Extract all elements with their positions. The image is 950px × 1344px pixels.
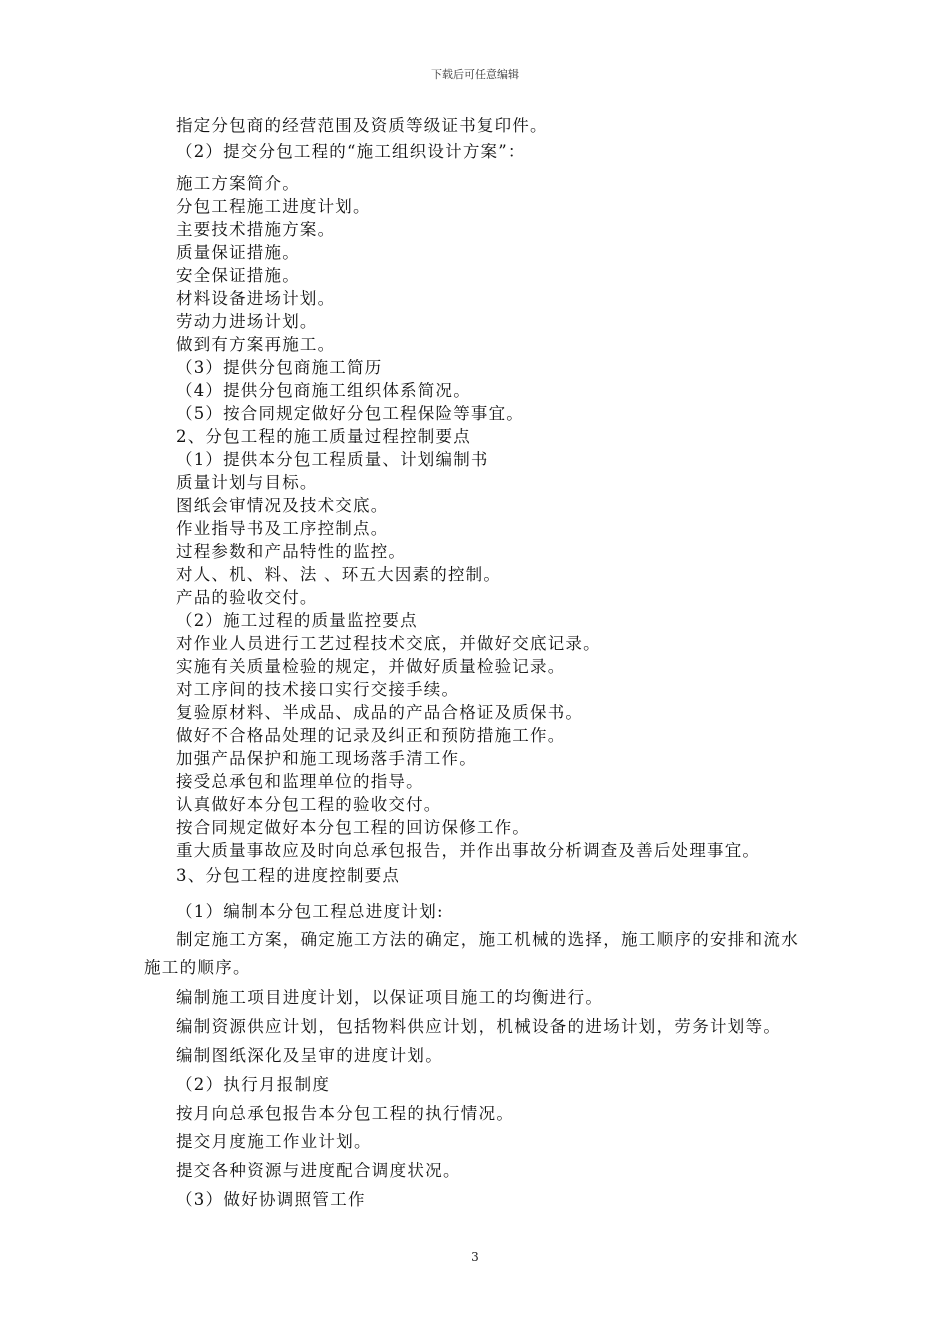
text-line: 接受总承包和监理单位的指导。 (176, 772, 424, 791)
text-line: （3）提供分包商施工简历 (176, 358, 383, 377)
text-line: 对人、机、料、法 、环五大因素的控制。 (176, 565, 502, 584)
text-line: 分包工程施工进度计划。 (176, 197, 371, 216)
text-line: 对工序间的技术接口实行交接手续。 (176, 680, 460, 699)
text-line: 编制施工项目进度计划，以保证项目施工的均衡进行。 (176, 988, 604, 1007)
text-line: （3）做好协调照管工作 (176, 1190, 366, 1209)
text-line: 图纸会审情况及技术交底。 (176, 496, 389, 515)
text-line: 过程参数和产品特性的监控。 (176, 542, 407, 561)
text-line: 按月向总承包报告本分包工程的执行情况。 (176, 1104, 515, 1123)
text-line: 作业指导书及工序控制点。 (176, 519, 389, 538)
page-header: 下载后可任意编辑 (431, 68, 519, 81)
text-line: 加强产品保护和施工现场落手清工作。 (176, 749, 477, 768)
text-line: 质量计划与目标。 (176, 473, 318, 492)
text-line: （2）施工过程的质量监控要点 (176, 611, 418, 630)
text-line: 重大质量事故应及时向总承包报告，并作出事故分析调查及善后处理事宜。 (176, 841, 761, 860)
text-line: 做好不合格品处理的记录及纠正和预防措施工作。 (176, 726, 566, 745)
page-number: 3 (471, 1250, 479, 1264)
text-line: 认真做好本分包工程的验收交付。 (176, 795, 442, 814)
text-line: （5）按合同规定做好分包工程保险等事宜。 (176, 404, 524, 423)
text-line: 劳动力进场计划。 (176, 312, 318, 331)
text-line: （2）执行月报制度 (176, 1075, 331, 1094)
text-line: 按合同规定做好本分包工程的回访保修工作。 (176, 818, 530, 837)
text-line: （1）编制本分包工程总进度计划: (176, 902, 444, 921)
text-line: 对作业人员进行工艺过程技术交底，并做好交底记录。 (176, 634, 601, 653)
text-line: 安全保证措施。 (176, 266, 300, 285)
text-line: 编制资源供应计划，包括物料供应计划，机械设备的进场计划，劳务计划等。 (176, 1017, 782, 1036)
text-line: 主要技术措施方案。 (176, 220, 336, 239)
text-line: （2）提交分包工程的“施工组织设计方案”： (176, 142, 526, 161)
text-line: 材料设备进场计划。 (176, 289, 336, 308)
text-line: 提交月度施工作业计划。 (176, 1132, 372, 1151)
text-line: 实施有关质量检验的规定，并做好质量检验记录。 (176, 657, 566, 676)
section-heading: 2、分包工程的施工质量过程控制要点 (176, 427, 471, 446)
text-line: 产品的验收交付。 (176, 588, 318, 607)
text-line: 提交各种资源与进度配合调度状况。 (176, 1161, 461, 1180)
text-line: 编制图纸深化及呈审的进度计划。 (176, 1046, 443, 1065)
text-line: 指定分包商的经营范围及资质等级证书复印件。 (176, 116, 548, 135)
section-heading: 3、分包工程的进度控制要点 (176, 866, 401, 885)
text-line: 做到有方案再施工。 (176, 335, 336, 354)
text-line: 制定施工方案，确定施工方法的确定，施工机械的选择，施工顺序的安排和流水 (176, 930, 799, 949)
text-line: 复验原材料、半成品、成品的产品合格证及质保书。 (176, 703, 584, 722)
text-line: （4）提供分包商施工组织体系简况。 (176, 381, 471, 400)
text-line: （1）提供本分包工程质量、计划编制书 (176, 450, 489, 469)
text-line: 质量保证措施。 (176, 243, 300, 262)
text-line: 施工方案简介。 (176, 174, 300, 193)
text-line: 施工的顺序。 (144, 958, 251, 977)
